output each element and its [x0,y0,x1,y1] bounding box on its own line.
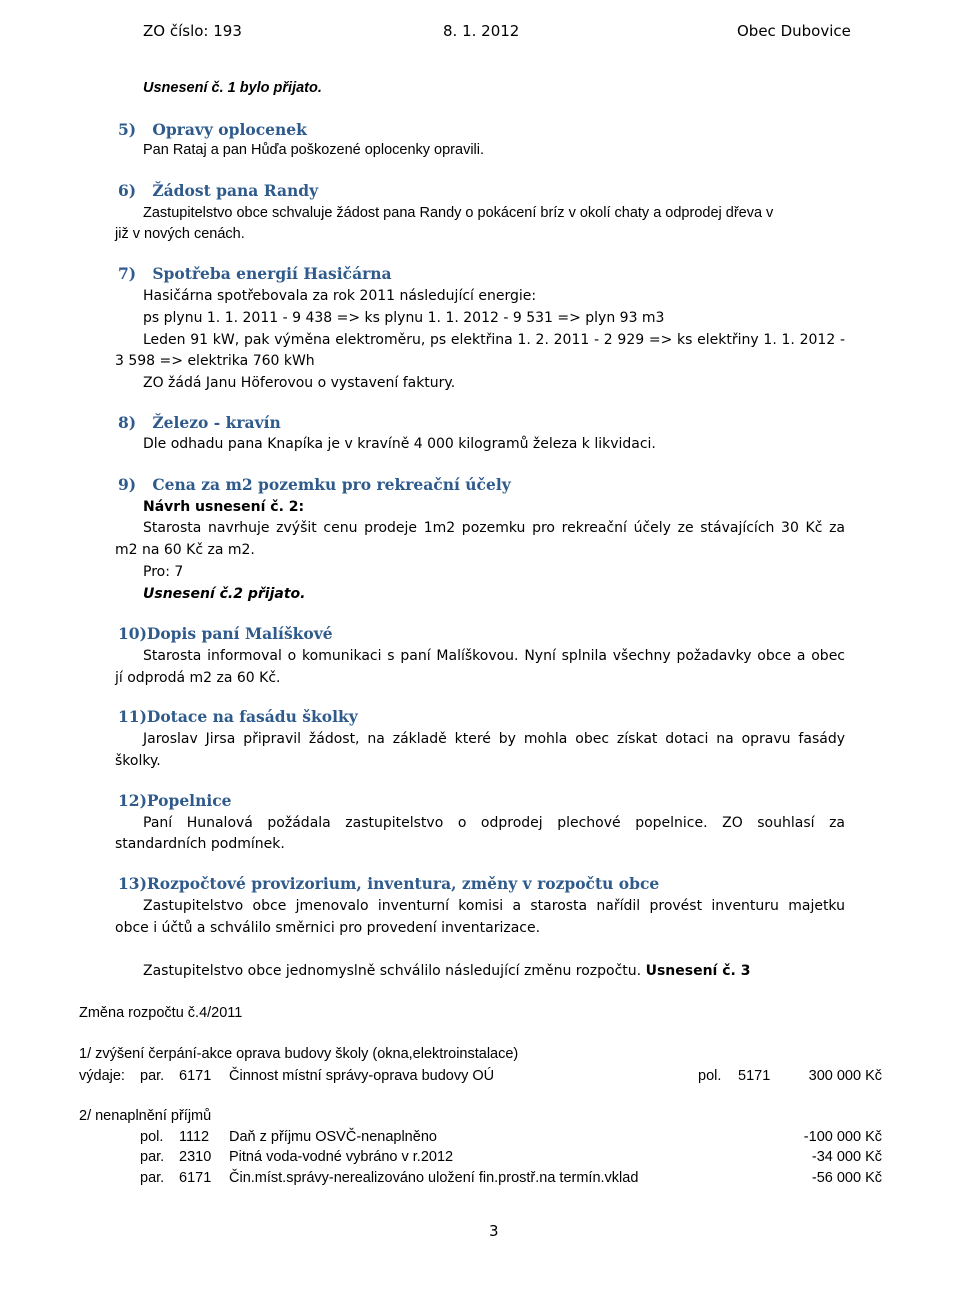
item-7-line-3: Leden 91 kW, pak výměna elektroměru, ps elektřina 1. 2. 2011 - 2 929 => ks elektřiny 1. 1. 2012 - [143,332,845,348]
budget-section-2-heading: 2/ nenaplnění příjmů [79,1108,212,1124]
item-9-vote: Pro: 7 [143,564,184,580]
item-9-passed: Usnesení č.2 přijato. [143,586,306,602]
item-7-line-1: Hasičárna spotřebovala za rok 2011 následující energie: [143,288,537,304]
item-9-line-2: m2 na 60 Kč za m2. [115,542,255,558]
item-title: Popelnice [146,791,232,810]
item-9-heading [118,475,511,494]
item-11-line-2: školky. [115,753,161,769]
item-7-line-4: 3 598 => elektrika 760 kWh [115,353,315,369]
item-12-line-1: Paní Hunalová požádala zastupitelstvo o odprodej plechové popelnice. ZO souhlasí za [143,815,845,831]
item-9-line-1: Starosta navrhuje zvýšit cenu prodeje 1m2 pozemku pro rekreační účely ze stávajících 30 Kč za [143,520,845,536]
item-7-heading [118,264,392,283]
item-10-line-1: Starosta informoval o komunikaci s paní Malíškovou. Nyní splnila všechny požadavky obce a obec [143,648,845,664]
item-title: Železo - kravín [152,413,281,432]
item-11-line-1: Jaroslav Jirsa připravil žádost, na základě které by mohla obec získat dotaci na opravu fasády [143,731,845,747]
item-number: 5) [118,120,137,139]
row-amount: -34 000 Kč [811,1149,882,1165]
header-date: 8. 1. 2012 [443,22,520,40]
item-10-heading [118,624,333,643]
item-6-line-2: již v nových cenách. [115,226,245,242]
budget-section-1-par: par. [140,1068,165,1084]
budget-section-1-par-number: 6171 [179,1068,212,1084]
item-title: Cena za m2 pozemku pro rekreační účely [152,475,511,494]
budget-section-1-label: výdaje: [79,1068,125,1084]
item-12-heading [118,791,232,810]
item-number: 6) [118,181,137,200]
resolution-3-label: Usnesení č. 3 [645,963,751,979]
header-municipality: Obec Dubovice [737,22,851,40]
item-number: 8) [118,413,137,432]
item-title: Spotřeba energií Hasičárna [152,264,392,283]
row-type: par. [140,1170,165,1186]
item-12-line-2: standardních podmínek. [115,836,285,852]
budget-section-1-amount: 300 000 Kč [808,1068,882,1084]
item-6-heading [118,181,318,200]
item-5-heading [118,120,307,139]
row-code: 1112 [179,1129,210,1145]
item-number: 10) [118,624,147,643]
item-6-line-1: Zastupitelstvo obce schvaluje žádost pana Randy o pokácení bríz v okolí chaty a odprodej dřeva v [143,205,774,221]
row-code: 2310 [179,1149,212,1165]
item-number: 9) [118,475,137,494]
row-code: 6171 [179,1170,212,1186]
budget-section-1-pol-number: 5171 [738,1068,771,1084]
item-title: Opravy oplocenek [152,120,307,139]
row-description: Čin.míst.správy-nerealizováno uložení fin.prostř.na termín.vklad [229,1170,639,1186]
budget-change-title: Změna rozpočtu č.4/2011 [79,1005,243,1021]
item-7-line-2: ps plynu 1. 1. 2011 - 9 438 => ks plynu 1. 1. 2012 - 9 531 => plyn 93 m3 [143,310,665,326]
item-number: 11) [118,707,147,726]
item-7-line-5: ZO žádá Janu Höferovou o vystavení faktury. [143,375,456,391]
item-13-line-1: Zastupitelstvo obce jmenovalo inventurní komisi a starosta nařídil provést inventuru majetku [143,898,845,914]
row-amount: -56 000 Kč [811,1170,882,1186]
item-5-text: Pan Rataj a pan Hůďa poškozené oplocenky opravili. [143,142,485,158]
item-8-heading [118,413,281,432]
item-8-text: Dle odhadu pana Knapíka je v kravíně 4 000 kilogramů železa k likvidaci. [143,436,656,452]
resolution-1-passed: Usnesení č. 1 bylo přijato. [143,80,322,96]
budget-section-1-pol: pol. [698,1068,722,1084]
item-title: Rozpočtové provizorium, inventura, změny v rozpočtu obce [146,874,660,893]
header-doc-number: ZO číslo: 193 [143,22,242,40]
item-13-heading [118,874,659,893]
row-amount: -100 000 Kč [803,1129,882,1145]
item-9-proposal-label: Návrh usnesení č. 2: [143,499,305,515]
item-13-line-3 [143,961,750,982]
row-description: Pitná voda-vodné vybráno v r.2012 [229,1149,454,1165]
item-title: Žádost pana Randy [152,181,319,200]
item-title: Dotace na fasádu školky [146,707,358,726]
item-title: Dopis paní Malíškové [146,624,333,643]
item-10-line-2: jí odprodá m2 za 60 Kč. [115,670,281,686]
page-number: 3 [489,1222,499,1240]
budget-section-1-heading: 1/ zvýšení čerpání-akce oprava budovy školy (okna,elektroinstalace) [79,1046,519,1062]
item-13-line-2: obce i účtů a schválilo směrnici pro provedení inventarizace. [115,920,541,936]
row-type: pol. [140,1129,164,1145]
budget-section-1-description: Činnost místní správy-oprava budovy OÚ [229,1068,495,1084]
item-11-heading [118,707,358,726]
row-description: Daň z příjmu OSVČ-nenaplněno [229,1129,437,1145]
item-number: 7) [118,264,137,283]
item-number: 13) [118,874,147,893]
item-number: 12) [118,791,147,810]
row-type: par. [140,1149,165,1165]
budget-approval-text: Zastupitelstvo obce jednomyslně schválilo následující změnu rozpočtu. [143,963,642,979]
